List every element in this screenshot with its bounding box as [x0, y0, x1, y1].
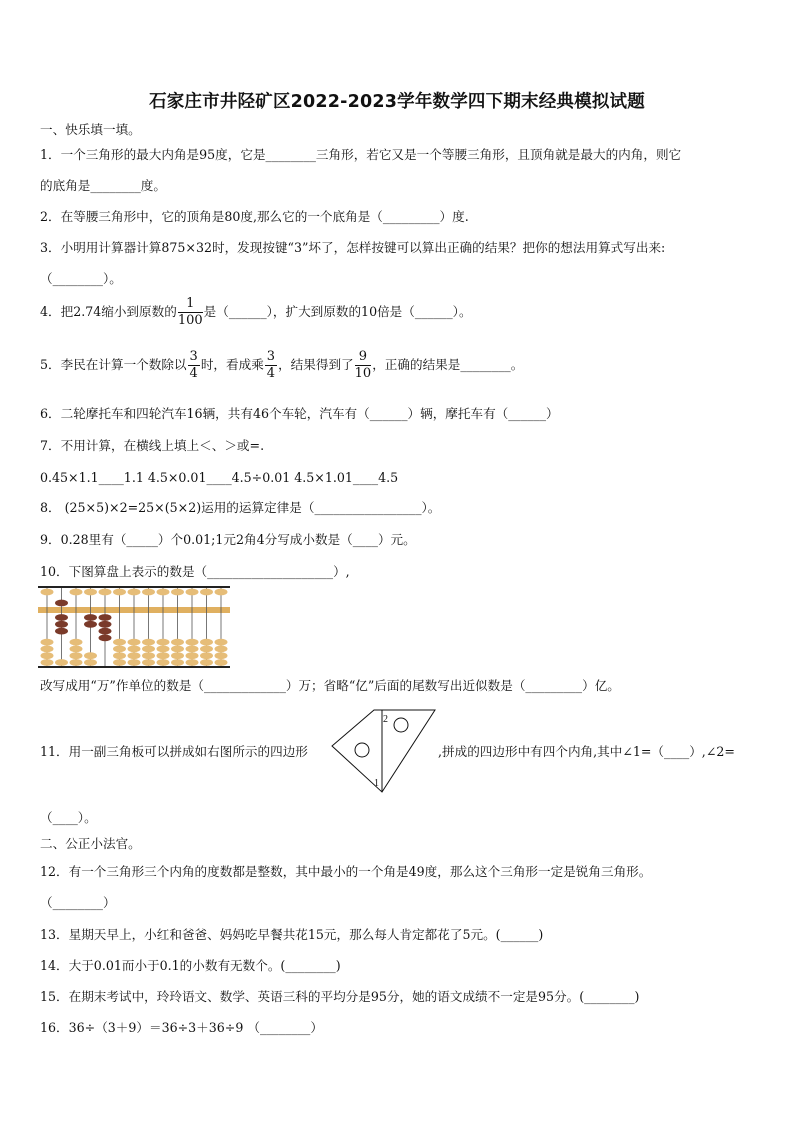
abacus-lower-bead	[70, 659, 83, 666]
question-9: 9．0.28里有（_____）个0.01;1元2角4分写成小数是（____）元。	[40, 532, 416, 547]
abacus-lower-bead	[171, 639, 184, 646]
fraction-9-10	[355, 349, 372, 382]
abacus-upper-bead	[215, 589, 228, 596]
abacus-lower-bead	[41, 646, 54, 653]
question-7: 7．不用计算，在横线上填上＜、＞或=.	[40, 438, 265, 453]
abacus-lower-bead	[171, 659, 184, 666]
abacus-lower-bead-active	[99, 628, 112, 635]
abacus-lower-bead-active	[99, 614, 112, 621]
abacus-lower-bead-active	[99, 621, 112, 628]
abacus-upper-bead-active	[55, 600, 68, 607]
fraction-denominator: 100	[177, 313, 203, 328]
question-10: 10．下图算盘上表示的数是（____________________）,	[40, 564, 350, 579]
abacus-lower-bead	[215, 646, 228, 653]
abacus-upper-bead	[84, 589, 97, 596]
question-12-line-2: （________）	[40, 895, 116, 910]
abacus-lower-bead-active	[55, 628, 68, 635]
abacus-lower-bead	[200, 639, 213, 646]
angle-1-label: 1	[374, 778, 379, 789]
question-15: 15．在期末考试中，玲玲语文、数学、英语三科的平均分是95分，她的语文成绩不一定是95分。(________)	[40, 989, 640, 1004]
question-11-line-2: （____）。	[40, 810, 97, 825]
question-5	[40, 349, 523, 382]
abacus-upper-bead	[200, 589, 213, 596]
abacus-lower-bead-active	[55, 614, 68, 621]
q5-pre: 5．李民在计算一个数除以	[40, 357, 187, 372]
abacus-lower-bead	[128, 639, 141, 646]
question-2: 2．在等腰三角形中，它的顶角是80度,那么它的一个底角是（_________）度.	[40, 209, 469, 224]
triangle-hole-right	[394, 718, 408, 732]
q4-pre: 4．把2.74缩小到原数的	[40, 304, 177, 319]
abacus-lower-bead	[70, 646, 83, 653]
abacus-figure	[38, 586, 230, 668]
fraction-3-4-b	[265, 349, 277, 382]
fraction-numerator: 1	[178, 296, 203, 313]
abacus-upper-bead	[142, 589, 155, 596]
abacus-lower-bead	[142, 646, 155, 653]
fraction-denominator: 10	[354, 366, 372, 381]
question-16: 16．36÷（3＋9）＝36÷3＋36÷9 （________）	[40, 1020, 323, 1035]
question-13: 13．星期天早上，小红和爸爸、妈妈吃早餐共花15元，那么每人肯定都花了5元。(______)	[40, 927, 544, 942]
abacus-lower-bead	[200, 652, 213, 659]
abacus-lower-bead	[41, 639, 54, 646]
abacus-lower-bead	[215, 652, 228, 659]
question-6: 6．二轮摩托车和四轮汽车16辆，共有46个车轮，汽车有（______）辆，摩托车有（______）	[40, 406, 559, 421]
abacus-lower-bead	[84, 659, 97, 666]
abacus-lower-bead	[70, 639, 83, 646]
abacus-lower-bead	[200, 646, 213, 653]
abacus-upper-bead	[113, 589, 126, 596]
abacus-lower-bead	[128, 652, 141, 659]
abacus-lower-bead	[215, 659, 228, 666]
question-3-line-1: 3．小明用计算器计算875×32时，发现按键“3”坏了，怎样按键可以算出正确的结果？把你的想法用算式写出来:	[40, 240, 666, 255]
abacus-lower-bead-active	[55, 621, 68, 628]
fraction-3-4-a	[188, 349, 200, 382]
angle-2-label: 2	[383, 714, 388, 725]
question-4	[40, 296, 472, 329]
abacus-lower-bead	[186, 652, 199, 659]
abacus-lower-bead	[157, 646, 170, 653]
abacus-lower-bead	[113, 646, 126, 653]
abacus-upper-bead	[128, 589, 141, 596]
abacus-lower-bead	[113, 639, 126, 646]
abacus-lower-bead-active	[84, 614, 97, 621]
abacus-lower-bead	[41, 659, 54, 666]
abacus-lower-bead	[171, 646, 184, 653]
abacus-lower-bead	[186, 646, 199, 653]
abacus-lower-bead	[186, 659, 199, 666]
question-11-line-1a: 11．用一副三角板可以拼成如右图所示的四边形	[40, 744, 308, 759]
abacus-upper-bead	[99, 589, 112, 596]
fraction-numerator: 3	[266, 349, 276, 364]
page-title: 石家庄市井陉矿区2022-2023学年数学四下期末经典模拟试题	[149, 92, 645, 112]
abacus-upper-bead	[41, 589, 54, 596]
abacus-lower-bead	[84, 652, 97, 659]
section-2-heading: 二、公正小法官。	[40, 836, 141, 851]
abacus-lower-bead	[215, 639, 228, 646]
abacus-lower-bead	[171, 652, 184, 659]
abacus-lower-bead	[186, 639, 199, 646]
abacus-upper-bead	[186, 589, 199, 596]
abacus-lower-bead	[200, 659, 213, 666]
question-11-line-1b: ,拼成的四边形中有四个内角,其中∠1=（____）,∠2=	[438, 744, 735, 759]
fraction-numerator: 3	[189, 349, 198, 364]
abacus-lower-bead	[157, 639, 170, 646]
abacus-lower-bead	[157, 659, 170, 666]
fraction-1-100	[178, 296, 203, 329]
fraction-denominator: 4	[189, 366, 198, 381]
question-3-line-2: （________）。	[40, 271, 122, 286]
q5-mid-2: ，结果得到了	[278, 357, 354, 372]
question-10-line-2: 改写成用“万”作单位的数是（_____________）万；省略“亿”后面的尾数写出近似数是（_________）亿。	[40, 678, 620, 693]
fraction-numerator: 9	[355, 349, 372, 366]
triangle-hole-left	[355, 743, 369, 757]
abacus-lower-bead	[157, 652, 170, 659]
abacus-lower-bead-active	[84, 621, 97, 628]
q5-post: ，正确的结果是________。	[372, 357, 524, 372]
abacus-lower-bead	[128, 646, 141, 653]
abacus-lower-bead	[70, 652, 83, 659]
fraction-denominator: 4	[266, 366, 276, 381]
q4-post: 是（______），扩大到原数的10倍是（______）。	[203, 304, 472, 319]
q5-mid-1: 时，看成乘	[200, 357, 264, 372]
abacus-lower-bead	[55, 659, 68, 666]
question-1-line-1: 1．一个三角形的最大内角是95度，它是________三角形，若它又是一个等腰三角形，且顶角就是最大的内角，则它	[40, 147, 682, 162]
abacus-lower-bead	[142, 652, 155, 659]
abacus-lower-bead	[113, 652, 126, 659]
question-8: 8． (25×5)×2=25×(5×2)运用的运算定律是（_________________）。	[40, 500, 441, 515]
abacus-lower-bead	[142, 659, 155, 666]
abacus-lower-bead	[41, 652, 54, 659]
abacus-upper-bead	[157, 589, 170, 596]
question-7-items: 0.45×1.1____1.1 4.5×0.01____4.5÷0.01 4.5×1.01____4.5	[40, 470, 399, 485]
abacus-lower-bead	[113, 659, 126, 666]
question-14: 14．大于0.01而小于0.1的小数有无数个。(________)	[40, 958, 341, 973]
triangle-quadrilateral-figure	[330, 706, 438, 796]
abacus-upper-bead	[70, 589, 83, 596]
abacus-lower-bead	[128, 659, 141, 666]
section-1-heading: 一、快乐填一填。	[40, 122, 141, 137]
abacus-lower-bead	[142, 639, 155, 646]
abacus-upper-bead	[171, 589, 184, 596]
abacus-lower-bead-active	[99, 635, 112, 642]
question-12-line-1: 12．有一个三角形三个内角的度数都是整数，其中最小的一个角是49度，那么这个三角形一定是锐角三角形。	[40, 864, 652, 879]
question-1-line-2: 的底角是________度。	[40, 178, 166, 193]
